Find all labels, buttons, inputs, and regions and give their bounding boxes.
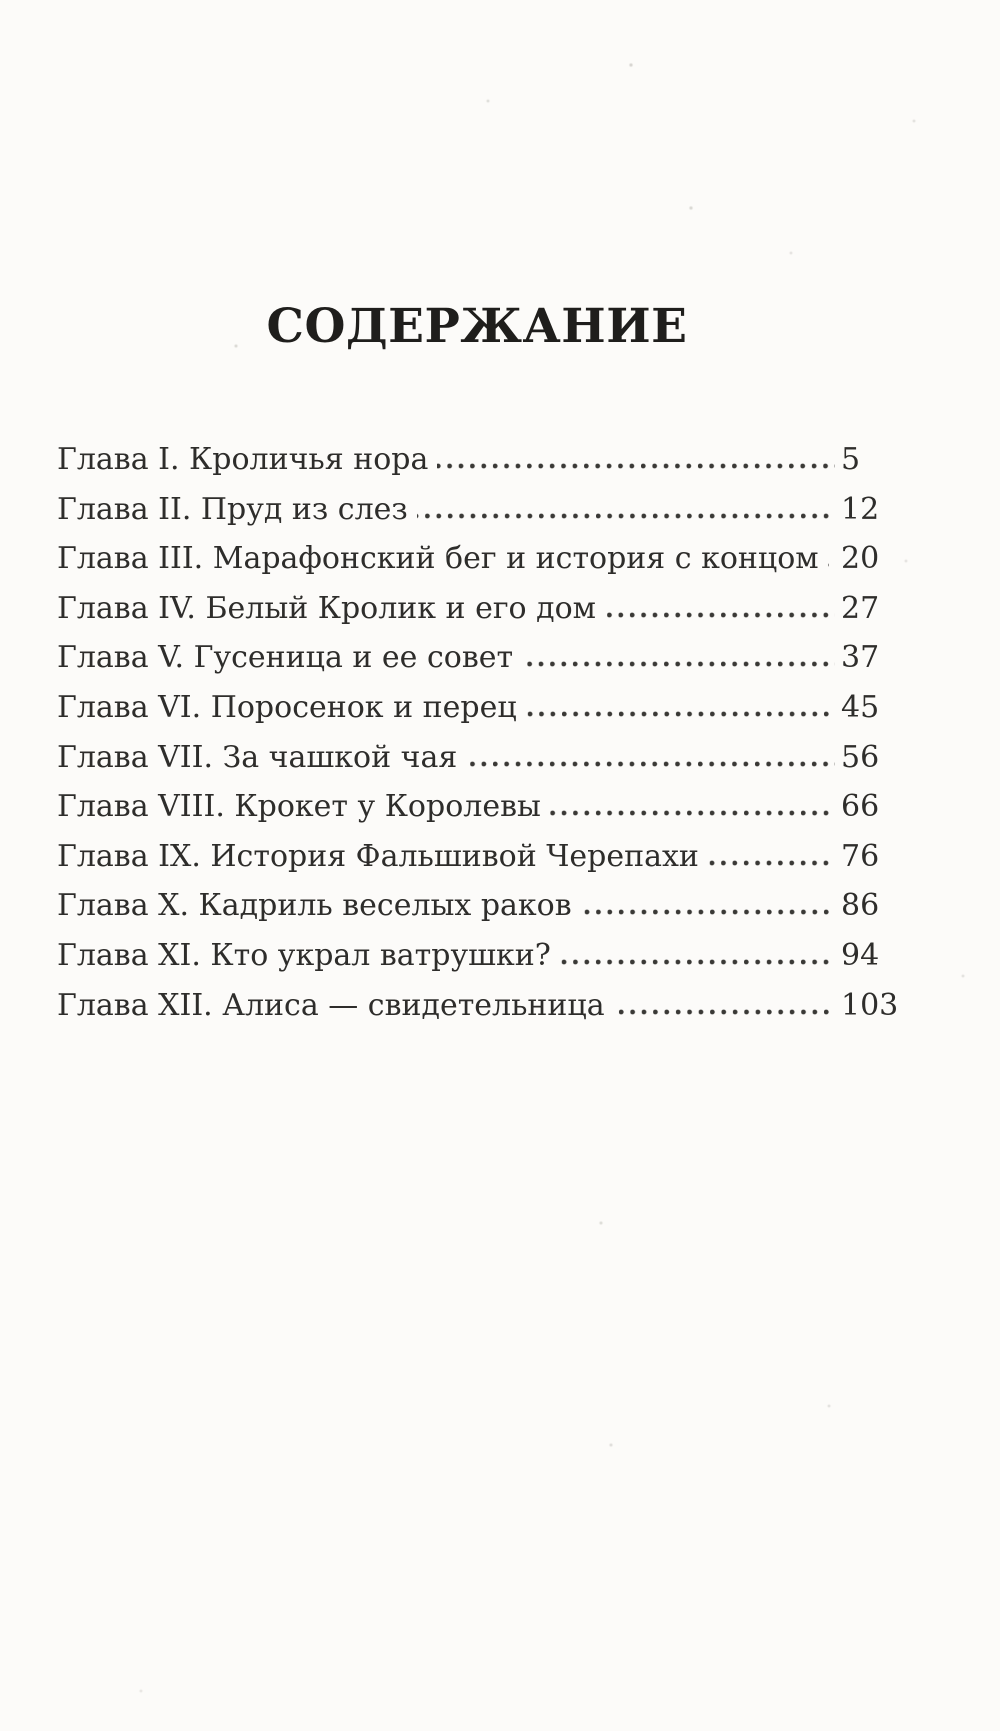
chapter-title: Глава VIII. Крокет у Королевы xyxy=(57,789,541,825)
chapter-title: Глава IX. История Фальшивой Черепахи xyxy=(57,838,699,874)
dot-leader xyxy=(560,959,835,965)
page-number: 86 xyxy=(841,888,880,924)
page-number: 27 xyxy=(841,590,880,626)
toc-entry xyxy=(57,683,897,733)
page-number: 37 xyxy=(841,640,880,676)
toc-entry xyxy=(57,485,897,535)
toc-entry xyxy=(57,534,897,584)
page-number: 20 xyxy=(841,541,880,577)
page-number: 103 xyxy=(841,987,899,1023)
dot-leader xyxy=(437,463,835,469)
toc-entry xyxy=(57,733,897,783)
toc-entry xyxy=(57,782,897,832)
chapter-title: Глава VI. Поросенок и перец xyxy=(57,689,517,725)
dot-leader xyxy=(828,562,835,568)
chapter-title: Глава V. Гусеница и ее совет xyxy=(57,640,514,676)
dot-leader xyxy=(605,612,835,618)
dot-leader xyxy=(417,513,835,519)
page-number: 45 xyxy=(841,689,880,725)
chapter-title: Глава I. Кроличья нора xyxy=(57,442,429,477)
page-number: 66 xyxy=(841,789,880,825)
toc-entry xyxy=(57,981,897,1031)
dot-leader xyxy=(550,810,835,816)
dot-leader xyxy=(466,761,835,767)
page-number: 5 xyxy=(841,442,861,477)
chapter-title: Глава VII. За чашкой чая xyxy=(57,739,458,775)
page-number: 94 xyxy=(841,937,880,973)
chapter-title: Глава X. Кадриль веселых раков xyxy=(57,888,572,924)
dot-leader xyxy=(614,1009,835,1015)
page-number: 76 xyxy=(841,838,880,874)
toc-entry xyxy=(57,633,897,683)
dot-leader xyxy=(581,909,835,915)
page-title: СОДЕРЖАНИЕ xyxy=(266,299,688,354)
chapter-title: Глава II. Пруд из слез xyxy=(57,491,408,527)
page-number: 12 xyxy=(841,491,880,527)
toc-entry xyxy=(57,832,897,882)
toc-entry xyxy=(57,584,897,634)
chapter-title: Глава XII. Алиса — свидетельница xyxy=(57,987,605,1023)
table-of-contents xyxy=(57,435,897,1030)
chapter-title: Глава IV. Белый Кролик и его дом xyxy=(57,590,597,626)
toc-entry xyxy=(57,435,897,485)
chapter-title: Глава III. Марафонский бег и история с концом xyxy=(57,541,819,577)
toc-entry xyxy=(57,931,897,981)
dot-leader xyxy=(522,661,835,667)
dot-leader xyxy=(526,711,835,717)
dot-leader xyxy=(708,860,835,866)
page-number: 56 xyxy=(841,739,880,775)
toc-entry xyxy=(57,881,897,931)
chapter-title: Глава XI. Кто украл ватрушки? xyxy=(57,937,551,973)
